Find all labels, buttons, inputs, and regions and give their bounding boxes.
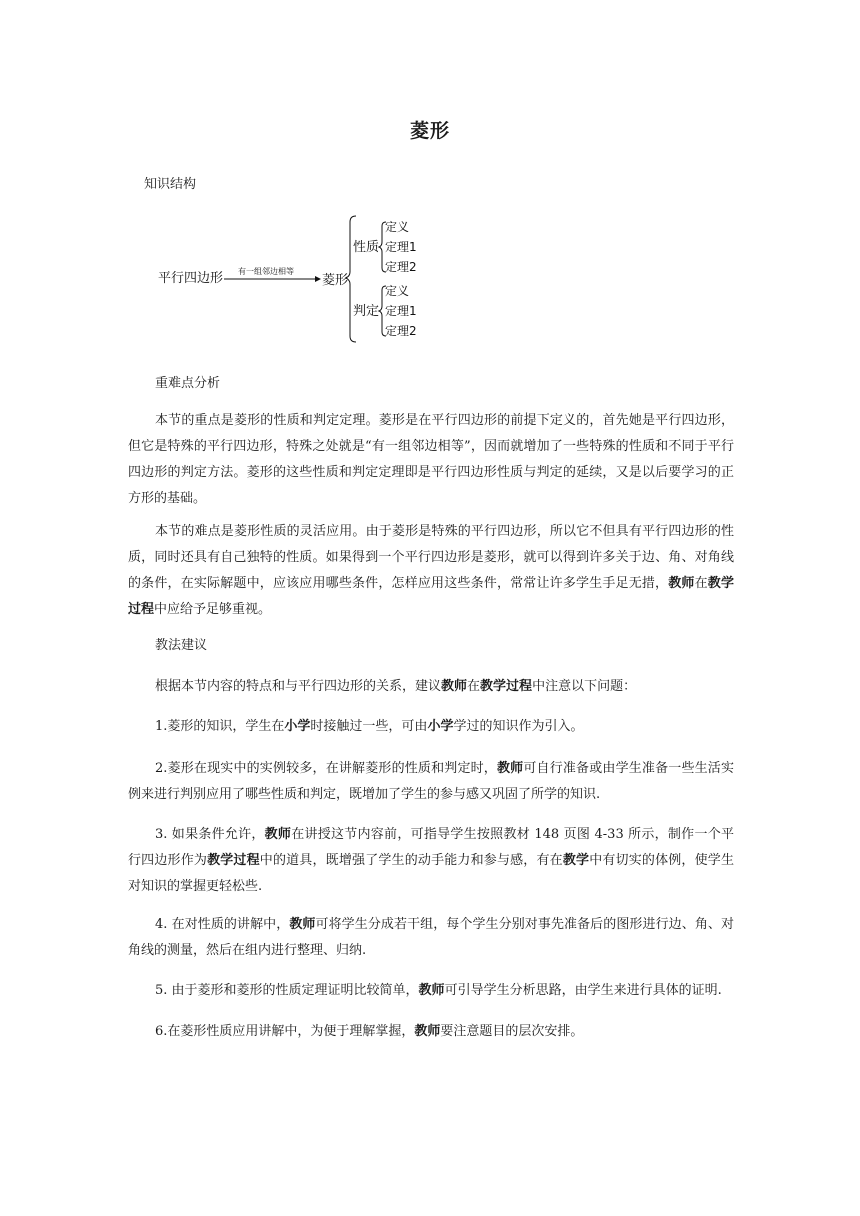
page-title: 菱形 — [409, 120, 450, 142]
analysis-paragraph-2: 本节的难点是菱形性质的灵活应用。由于菱形是特殊的平行四边形，所以它不但具有平行四边形的性质，同时还具有自己独特的性质。如果得到一个平行四边形是菱形，就可以得到许多关于边、角、对角线的条件，在实际解题中，应该应用哪些条件，怎样应用这些条件，常常让许多学生手足无措，教师在教学过程中应给予足够重视。 — [128, 524, 734, 617]
diagram-group2-item: 定理1 — [385, 304, 417, 318]
diagram-group1-label: 性质 — [353, 240, 380, 255]
advice-item-3: 3. 如果条件允许，教师在讲授这节内容前，可指导学生按照教材 148 页图 4-33 所示，制作一个平行四边形作为教学过程中的道具，既增强了学生的动手能力和参与感，有在教学中有切实的体例，使学生对知识的掌握更轻松些. — [128, 827, 734, 894]
advice-item-4: 4. 在对性质的讲解中，教师可将学生分成若干组，每个学生分别对事先准备后的图形进行边、角、对角线的测量，然后在组内进行整理、归纳. — [128, 917, 734, 958]
diagram-group2-item: 定理2 — [385, 324, 417, 338]
diagram-target: 菱形 — [322, 273, 349, 288]
diagram-arrowhead — [315, 276, 321, 282]
diagram-arrow-label: 有一组邻边相等 — [238, 267, 294, 276]
advice-item-2: 2.菱形在现实中的实例较多，在讲解菱形的性质和判定时，教师可自行准备或由学生准备一些生活实例来进行判别应用了哪些性质和判定，既增加了学生的参与感又巩固了所学的知识. — [128, 761, 734, 802]
advice-item-6: 6.在菱形性质应用讲解中，为便于理解掌握，教师要注意题目的层次安排。 — [155, 1024, 584, 1039]
analysis-paragraph-1: 本节的重点是菱形的性质和判定定理。菱形是在平行四边形的前提下定义的，首先她是平行四边形，但它是特殊的平行四边形，特殊之处就是“有一组邻边相等”，因而就增加了一些特殊的性质和不同于平行四边形的判定方法。菱形的这些性质和判定定理即是平行四边形性质与判定的延续，又是以后要学习的正方形的基础。 — [128, 413, 734, 506]
diagram-group2-item: 定义 — [385, 284, 410, 298]
advice-intro: 根据本节内容的特点和与平行四边形的关系，建议教师在教学过程中注意以下问题： — [155, 679, 637, 694]
analysis-heading: 重难点分析 — [155, 376, 221, 391]
diagram-main-brace — [346, 216, 356, 342]
knowledge-structure-diagram — [150, 212, 440, 348]
diagram-group1-item: 定义 — [385, 220, 410, 234]
diagram-group2-label: 判定 — [353, 304, 380, 319]
diagram-group1-item: 定理1 — [385, 240, 417, 254]
diagram-root: 平行四边形 — [158, 271, 224, 286]
advice-heading: 教法建议 — [155, 638, 208, 653]
advice-item-5: 5. 由于菱形和菱形的性质定理证明比较简单，教师可引导学生分析思路，由学生来进行具体的证明. — [155, 983, 722, 998]
diagram-group1-item: 定理2 — [385, 260, 417, 274]
advice-item-1: 1.菱形的知识，学生在小学时接触过一些，可由小学学过的知识作为引入。 — [155, 719, 584, 734]
structure-heading: 知识结构 — [144, 177, 197, 192]
